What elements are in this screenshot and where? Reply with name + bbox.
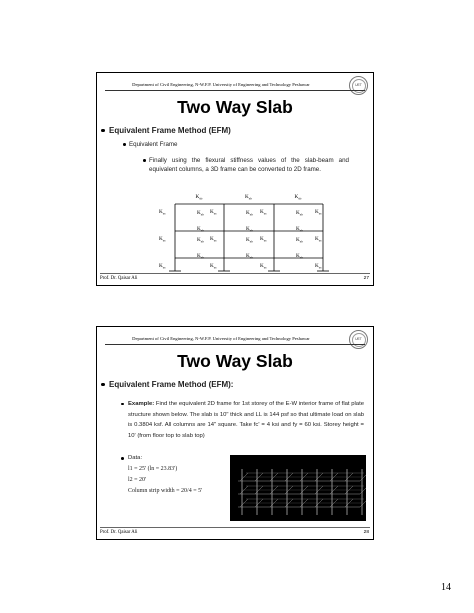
footer-divider — [100, 273, 370, 274]
label-ksb: $K_{sb}$ — [197, 210, 204, 217]
slide-header: Department of Civil Engineering, N-W.F.P. University of Engineering and Technology Peshawar — [132, 82, 310, 87]
label-ksb: $K_{sb}$ — [197, 226, 204, 233]
label-ksb: $K_{sb}$ — [296, 226, 303, 233]
label-kec: $K_{ec}$ — [159, 236, 166, 243]
label-kec: $K_{ec}$ — [315, 209, 322, 216]
slide-27 — [96, 72, 374, 286]
data-label: Data: — [128, 455, 143, 461]
label-ksb: $K_{sb}$ — [294, 194, 302, 201]
flat-plate-structure-image — [230, 455, 366, 521]
example-text: Find the equivalent 2D frame for 1st storey of the E-W interior frame of flat plate structure shown below. The slab is 10" thick and LL is 144 psf so that ultimate load on slab is 0.3804 ksf. All columns are 14" square. Take fc' = 4 ksi and fy = 60 ksi. Storey height = 10' (from floor top to slab top) — [128, 401, 364, 439]
slide-author: Prof. Dr. Qaisar Ali — [100, 530, 138, 535]
label-kec: $K_{ec}$ — [159, 209, 166, 216]
bullet-level2: Equivalent Frame — [129, 141, 178, 148]
slide-header: Department of Civil Engineering, N-W.F.P. University of Engineering and Technology Peshawar — [132, 336, 310, 341]
label-kec: $K_{ec}$ — [315, 236, 322, 243]
label-ksb: $K_{sb}$ — [246, 226, 253, 233]
label-kec: $K_{ec}$ — [315, 263, 322, 270]
university-logo-icon: UET — [349, 330, 368, 349]
label-ksb: $K_{sb}$ — [296, 253, 303, 260]
label-kec: $K_{ec}$ — [210, 209, 217, 216]
label-ksb: $K_{sb}$ — [197, 253, 204, 260]
university-logo-icon: UET — [349, 76, 368, 95]
slide-author: Prof. Dr. Qaisar Ali — [100, 276, 138, 281]
label-kec: $K_{ec}$ — [210, 236, 217, 243]
label-kec: $K_{ec}$ — [210, 263, 217, 270]
label-ksb: $K_{sb}$ — [296, 237, 303, 244]
label-kec: $K_{ec}$ — [260, 263, 267, 270]
bullet-level1: Equivalent Frame Method (EFM) — [109, 126, 231, 135]
label-ksb: $K_{sb}$ — [246, 253, 253, 260]
label-ksb: $K_{sb}$ — [197, 237, 204, 244]
flat-plate-3d-render — [230, 455, 366, 521]
footer-divider — [100, 527, 370, 528]
slide-number: 28 — [363, 530, 369, 535]
data-line-l2: l2 = 20' — [128, 477, 147, 483]
label-ksb: $K_{sb}$ — [246, 210, 253, 217]
slide-28 — [96, 326, 374, 540]
page-number: 14 — [441, 582, 451, 593]
slide-number: 27 — [363, 276, 369, 281]
data-line-l1: l1 = 25' (ln = 23.83') — [128, 466, 178, 472]
example-paragraph — [128, 399, 364, 441]
bullet-level3: Finally using the flexural stiffness values of the slab-beam and equivalent columns, a 3D frame can be converted to 2D frame. — [149, 157, 349, 173]
bullet-level1: Equivalent Frame Method (EFM): — [109, 380, 234, 389]
label-ksb: $K_{sb}$ — [195, 194, 203, 201]
label-kec: $K_{ec}$ — [260, 236, 267, 243]
equivalent-frame-diagram — [97, 73, 375, 287]
label-kec: $K_{ec}$ — [159, 263, 166, 270]
header-divider — [105, 344, 365, 345]
label-ksb: $K_{sb}$ — [296, 210, 303, 217]
label-ksb: $K_{sb}$ — [246, 237, 253, 244]
slide-title: Two Way Slab — [177, 97, 293, 117]
example-label: Example: — [128, 401, 155, 407]
label-kec: $K_{ec}$ — [260, 209, 267, 216]
label-ksb: $K_{sb}$ — [245, 194, 252, 201]
data-line-column-strip: Column strip width = 20/4 = 5' — [128, 488, 203, 494]
slide-title: Two Way Slab — [177, 351, 293, 371]
